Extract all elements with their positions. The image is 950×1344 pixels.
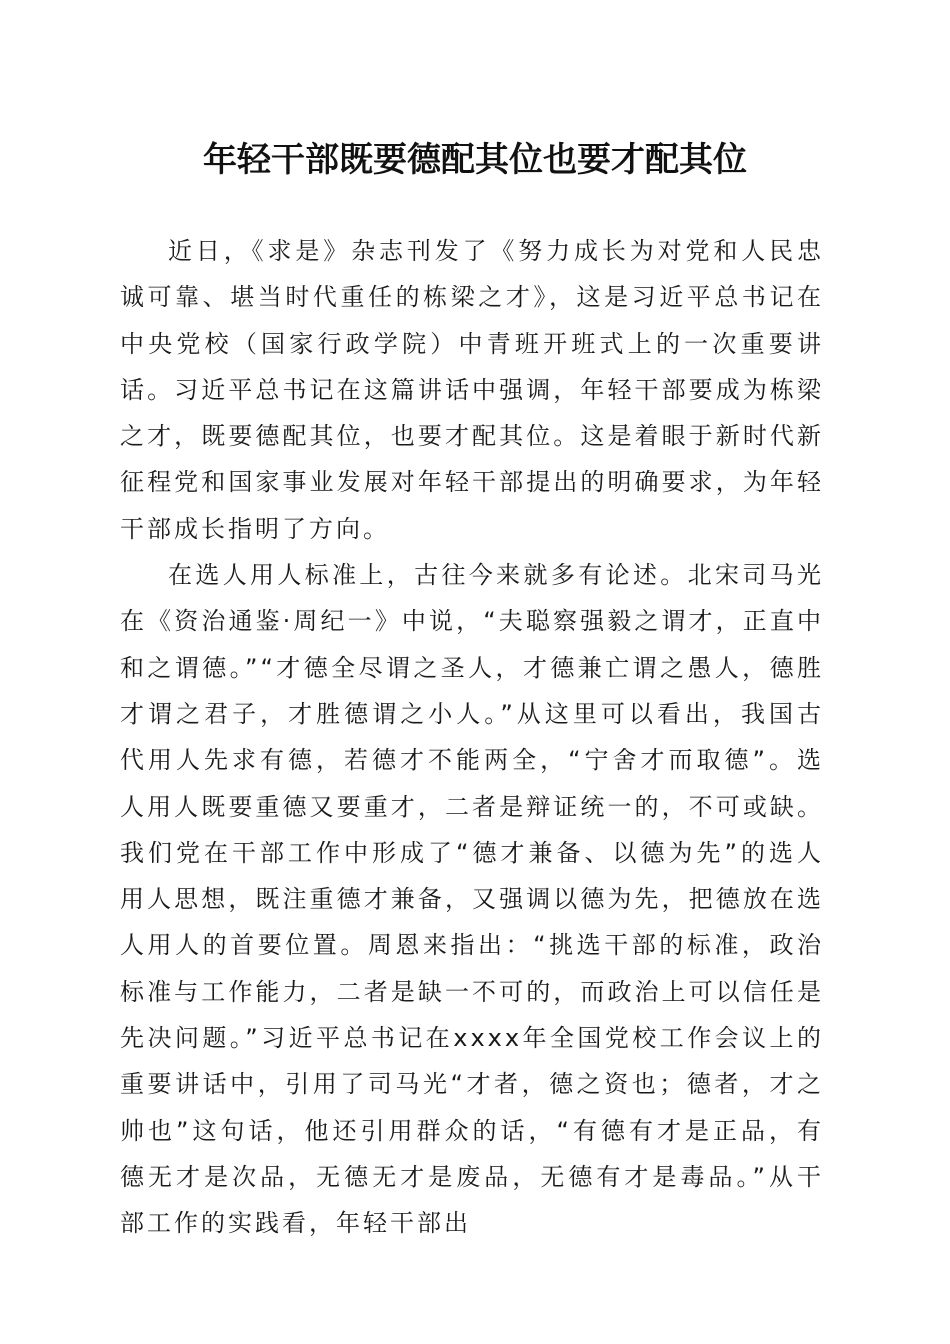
document-title: 年轻干部既要德配其位也要才配其位: [203, 140, 747, 180]
paragraph-1: 近日，《求是》杂志刊发了《努力成长为对党和人民忠诚可靠、堪当时代重任的栋梁之才》，这是习近平总书记在中央党校（国家行政学院）中青班开班式上的一次重要讲话。习近平总书记在这篇讲话中强调，年轻干部要成为栋梁之才，既要德配其位，也要才配其位。这是着眼于新时代新征程党和国家事业发展对年轻干部提出的明确要求，为年轻干部成长指明了方向。: [120, 237, 824, 543]
paragraph-2: 在选人用人标准上，古往今来就多有论述。北宋司马光在《资治通鉴·周纪一》中说，“夫聪察强毅之谓才，正直中和之谓德。”“才德全尽谓之圣人，才德兼亡谓之愚人，德胜才谓之君子，才胜德谓之小人。”从这里可以看出，我国古代用人先求有德，若德才不能两全，“宁舍才而取德”。选人用人既要重德又要重才，二者是辩证统一的，不可或缺。我们党在干部工作中形成了“德才兼备、以德为先”的选人用人思想，既注重德才兼备，又强调以德为先，把德放在选人用人的首要位置。周恩来指出：“挑选干部的标准，政治标准与工作能力，二者是缺一不可的，而政治上可以信任是先决问题。”习近平总书记在xxxx年全国党校工作会议上的重要讲话中，引用了司马光“才者，德之资也；德者，才之帅也”这句话，他还引用群众的话，“有德有才是正品，有德无才是次品，无德无才是废品，无德有才是毒品。”从干部工作的实践看，年轻干部出: [120, 561, 824, 1238]
document-body: [120, 228, 824, 1247]
